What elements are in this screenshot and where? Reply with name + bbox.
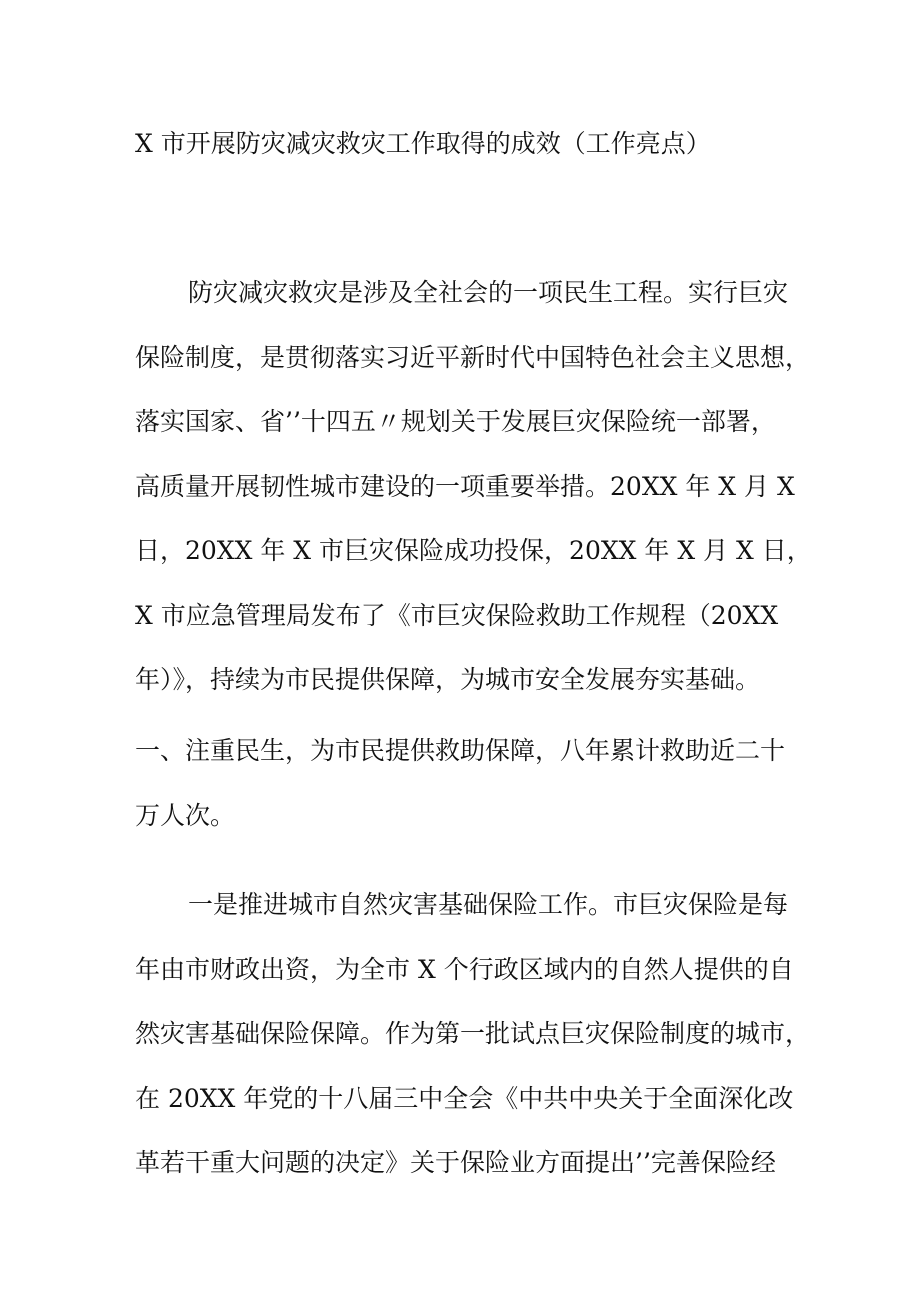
paragraph-line: 日，20XX 年 X 市巨灾保险成功投保，20XX 年 X 月 X 日， xyxy=(135,536,812,565)
paragraph-line: 保险制度，是贯彻落实习近平新时代中国特色社会主义思想， xyxy=(135,342,811,372)
heading-line: 万人次。 xyxy=(135,800,236,830)
paragraph-line: 在 20XX 年党的十八届三中全会《中共中央关于全面深化改 xyxy=(135,1083,794,1113)
section-heading xyxy=(135,733,800,834)
paragraph-line: 高质量开展韧性城市建设的一项重要举措。20XX 年 X 月 X xyxy=(135,471,795,501)
paragraph-line: 一是推进城市自然灾害基础保险工作。市巨灾保险是每 xyxy=(188,890,789,919)
paragraph-line: 年由市财政出资，为全市 X 个行政区域内的自然人提供的自 xyxy=(135,954,794,984)
paragraph-line: 落实国家、省’’十四五〃规划关于发展巨灾保险统一部署， xyxy=(135,407,776,436)
intro-paragraph xyxy=(135,275,812,698)
body-paragraph xyxy=(135,887,811,1181)
paragraph-line: 防灾减灾救灾是涉及全社会的一项民生工程。实行巨灾 xyxy=(188,278,789,307)
paragraph-line: X 市应急管理局发布了《市巨灾保险救助工作规程（20XX xyxy=(135,600,779,630)
paragraph-line: 革若干重大问题的决定》关于保险业方面提出’’完善保险经 xyxy=(135,1148,776,1177)
document-title: X 市开展防灾减灾救灾工作取得的成效（工作亮点） xyxy=(135,129,711,158)
paragraph-line: 年）》，持续为市民提供保障，为城市安全发展夯实基础。 xyxy=(135,665,761,694)
heading-line: 一、注重民生，为市民提供救助保障，八年累计救助近二十 xyxy=(135,736,786,765)
paragraph-line: 然灾害基础保险保障。作为第一批试点巨灾保险制度的城市， xyxy=(135,1019,811,1048)
